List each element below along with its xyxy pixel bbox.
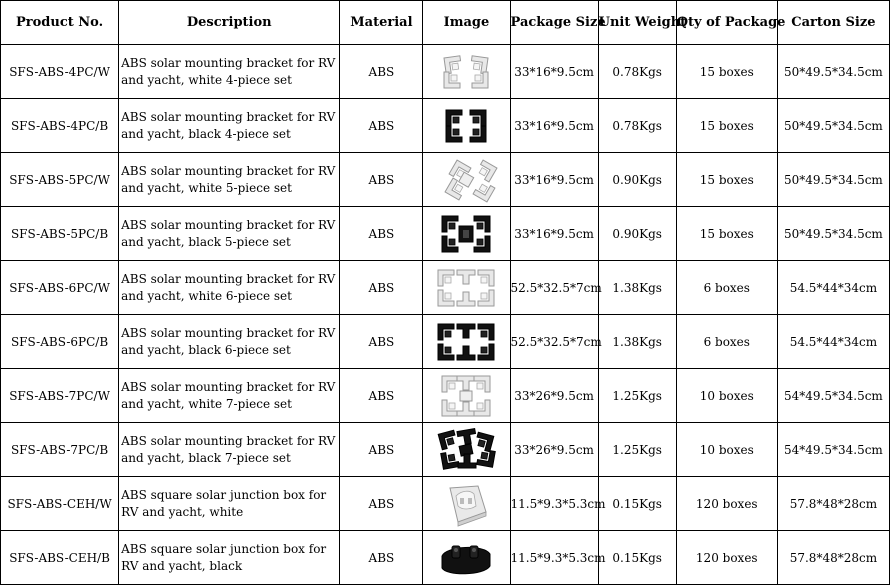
product-no-cell: SFS-ABS-4PC/W — [1, 45, 119, 99]
package-size-cell: 11.5*9.3*5.3cm — [510, 477, 598, 531]
qty-cell: 15 boxes — [676, 99, 777, 153]
black-junction-box-image — [434, 536, 498, 580]
table-row — [1, 531, 890, 585]
table-row — [1, 423, 890, 477]
material-cell: ABS — [340, 153, 423, 207]
unit-weight-cell: 1.38Kgs — [598, 261, 676, 315]
description-cell: ABS solar mounting bracket for RV and yacht, white 4-piece set — [119, 45, 340, 99]
product-no-cell: SFS-ABS-6PC/B — [1, 315, 119, 369]
unit-weight-cell: 1.38Kgs — [598, 315, 676, 369]
description-cell: ABS solar mounting bracket for RV and yacht, black 7-piece set — [119, 423, 340, 477]
carton-size-cell: 54.5*44*34cm — [777, 261, 889, 315]
qty-cell: 10 boxes — [676, 369, 777, 423]
package-size-cell: 11.5*9.3*5.3cm — [510, 531, 598, 585]
qty-cell: 120 boxes — [676, 531, 777, 585]
description-cell: ABS solar mounting bracket for RV and yacht, white 5-piece set — [119, 153, 340, 207]
unit-weight-cell: 1.25Kgs — [598, 369, 676, 423]
qty-cell: 15 boxes — [676, 207, 777, 261]
description-cell: ABS square solar junction box for RV and yacht, white — [119, 477, 340, 531]
header-product-no: Product No. — [1, 1, 119, 45]
material-cell: ABS — [340, 531, 423, 585]
description-cell: ABS solar mounting bracket for RV and yacht, black 6-piece set — [119, 315, 340, 369]
description-cell: ABS solar mounting bracket for RV and yacht, white 6-piece set — [119, 261, 340, 315]
material-cell: ABS — [340, 315, 423, 369]
package-size-cell: 33*16*9.5cm — [510, 153, 598, 207]
carton-size-cell: 54.5*44*34cm — [777, 315, 889, 369]
carton-size-cell: 57.8*48*28cm — [777, 477, 889, 531]
table-row — [1, 261, 890, 315]
material-cell: ABS — [340, 423, 423, 477]
white-5-piece-bracket-image — [434, 159, 498, 201]
black-5-piece-bracket-image — [434, 212, 498, 256]
qty-cell: 6 boxes — [676, 261, 777, 315]
carton-size-cell: 50*49.5*34.5cm — [777, 99, 889, 153]
table-row — [1, 477, 890, 531]
package-size-cell: 52.5*32.5*7cm — [510, 315, 598, 369]
description-cell: ABS solar mounting bracket for RV and yacht, black 5-piece set — [119, 207, 340, 261]
header-qty-of-package: Qty of Package — [676, 1, 777, 45]
image-cell — [423, 207, 510, 261]
product-no-cell: SFS-ABS-5PC/W — [1, 153, 119, 207]
image-cell — [423, 477, 510, 531]
unit-weight-cell: 0.78Kgs — [598, 45, 676, 99]
product-no-cell: SFS-ABS-7PC/W — [1, 369, 119, 423]
material-cell: ABS — [340, 207, 423, 261]
package-size-cell: 33*16*9.5cm — [510, 207, 598, 261]
image-cell — [423, 261, 510, 315]
carton-size-cell: 57.8*48*28cm — [777, 531, 889, 585]
qty-cell: 15 boxes — [676, 153, 777, 207]
material-cell: ABS — [340, 45, 423, 99]
package-size-cell: 33*16*9.5cm — [510, 99, 598, 153]
table-row — [1, 45, 890, 99]
image-cell — [423, 531, 510, 585]
package-size-cell: 33*16*9.5cm — [510, 45, 598, 99]
carton-size-cell: 54*49.5*34.5cm — [777, 423, 889, 477]
package-size-cell: 52.5*32.5*7cm — [510, 261, 598, 315]
unit-weight-cell: 0.78Kgs — [598, 99, 676, 153]
image-cell — [423, 45, 510, 99]
package-size-cell: 33*26*9.5cm — [510, 369, 598, 423]
header-carton-size: Carton Size — [777, 1, 889, 45]
product-no-cell: SFS-ABS-5PC/B — [1, 207, 119, 261]
header-row — [1, 1, 890, 45]
carton-size-cell: 50*49.5*34.5cm — [777, 45, 889, 99]
description-cell: ABS square solar junction box for RV and yacht, black — [119, 531, 340, 585]
table-row — [1, 99, 890, 153]
qty-cell: 15 boxes — [676, 45, 777, 99]
description-cell: ABS solar mounting bracket for RV and yacht, white 7-piece set — [119, 369, 340, 423]
table-row — [1, 369, 890, 423]
qty-cell: 10 boxes — [676, 423, 777, 477]
product-no-cell: SFS-ABS-6PC/W — [1, 261, 119, 315]
unit-weight-cell: 0.15Kgs — [598, 477, 676, 531]
unit-weight-cell: 0.15Kgs — [598, 531, 676, 585]
header-package-size: Package Size — [510, 1, 598, 45]
table-row — [1, 153, 890, 207]
product-no-cell: SFS-ABS-CEH/B — [1, 531, 119, 585]
table-row — [1, 207, 890, 261]
black-7-piece-bracket-image — [432, 428, 500, 472]
material-cell: ABS — [340, 261, 423, 315]
unit-weight-cell: 1.25Kgs — [598, 423, 676, 477]
header-image: Image — [423, 1, 510, 45]
image-cell — [423, 369, 510, 423]
product-no-cell: SFS-ABS-7PC/B — [1, 423, 119, 477]
white-6-piece-bracket-image — [432, 266, 500, 310]
header-unit-weight: Unit Weight — [598, 1, 676, 45]
unit-weight-cell: 0.90Kgs — [598, 153, 676, 207]
image-cell — [423, 153, 510, 207]
product-no-cell: SFS-ABS-4PC/B — [1, 99, 119, 153]
carton-size-cell: 50*49.5*34.5cm — [777, 153, 889, 207]
qty-cell: 120 boxes — [676, 477, 777, 531]
white-4-piece-bracket-image — [434, 52, 498, 92]
black-6-piece-bracket-image — [432, 320, 500, 364]
image-cell — [423, 99, 510, 153]
product-no-cell: SFS-ABS-CEH/W — [1, 477, 119, 531]
description-cell: ABS solar mounting bracket for RV and yacht, black 4-piece set — [119, 99, 340, 153]
white-junction-box-image — [436, 482, 496, 526]
material-cell: ABS — [340, 99, 423, 153]
table-row — [1, 315, 890, 369]
image-cell — [423, 315, 510, 369]
header-description: Description — [119, 1, 340, 45]
carton-size-cell: 50*49.5*34.5cm — [777, 207, 889, 261]
package-size-cell: 33*26*9.5cm — [510, 423, 598, 477]
qty-cell: 6 boxes — [676, 315, 777, 369]
unit-weight-cell: 0.90Kgs — [598, 207, 676, 261]
material-cell: ABS — [340, 369, 423, 423]
carton-size-cell: 54*49.5*34.5cm — [777, 369, 889, 423]
white-7-piece-bracket-image — [434, 373, 498, 419]
black-4-piece-bracket-image — [434, 106, 498, 146]
header-material: Material — [340, 1, 423, 45]
image-cell — [423, 423, 510, 477]
material-cell: ABS — [340, 477, 423, 531]
